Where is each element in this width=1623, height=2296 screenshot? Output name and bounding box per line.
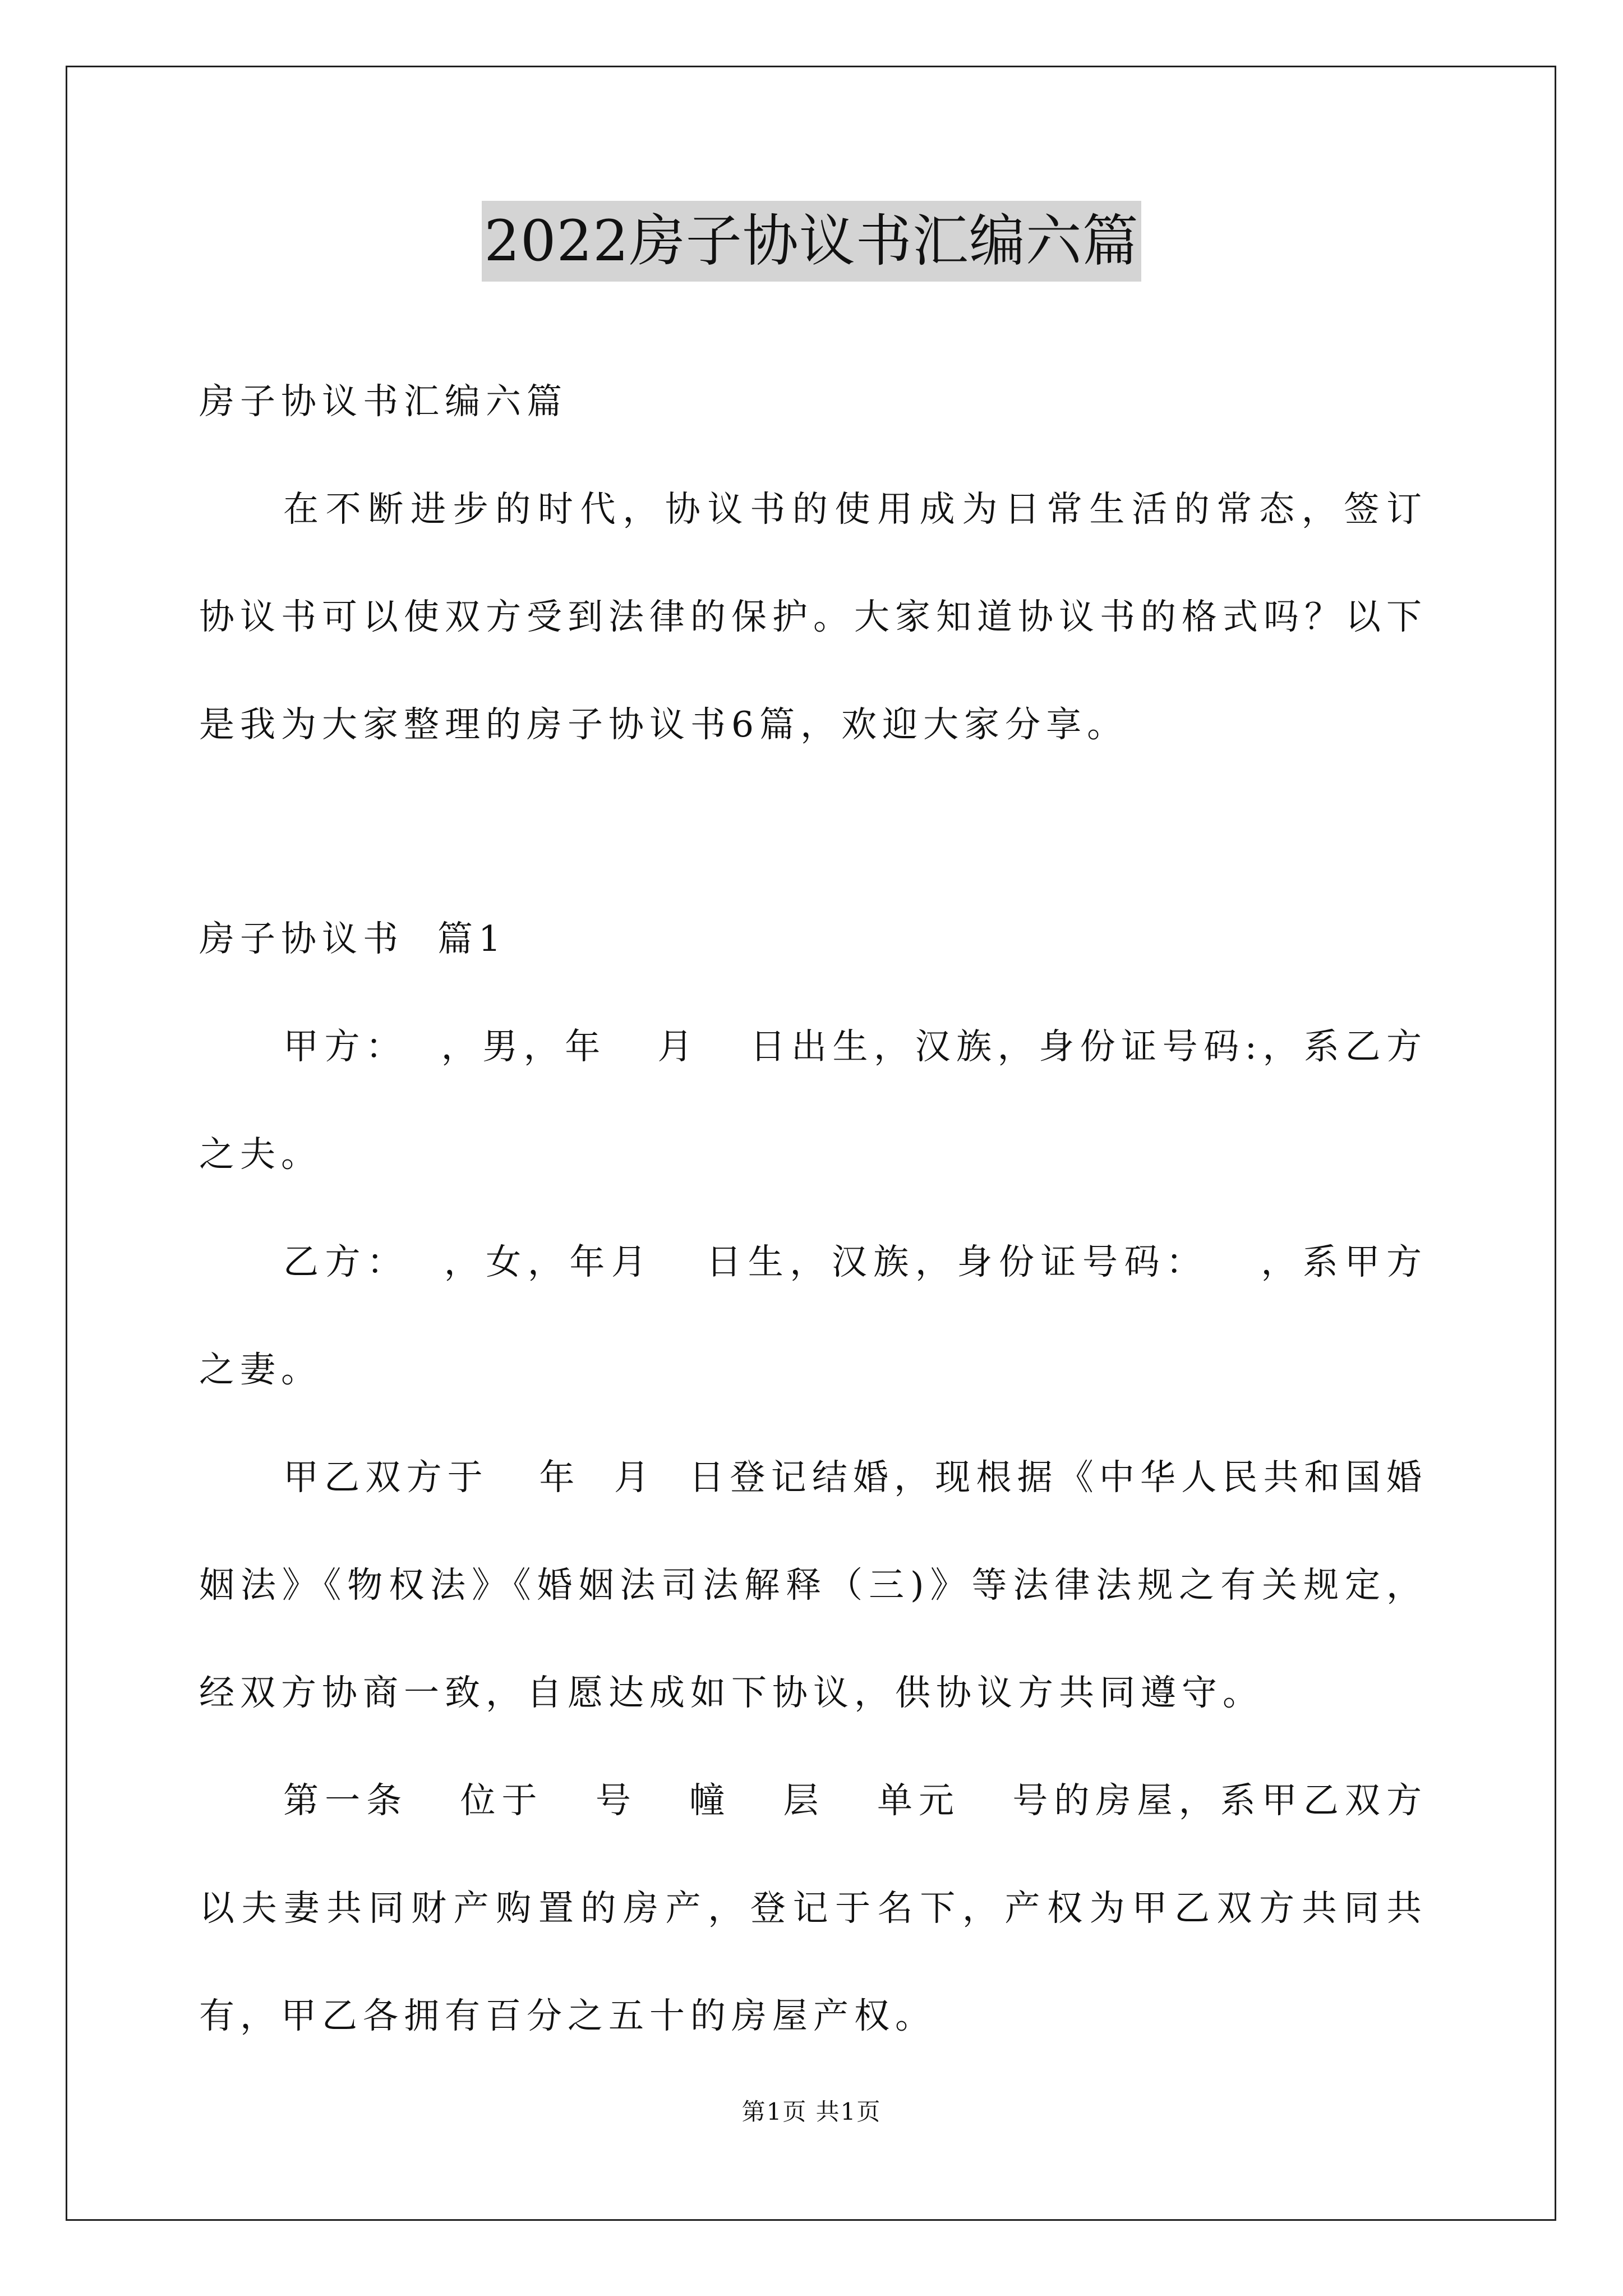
document-body	[199, 348, 1478, 2070]
section-spacer	[199, 779, 1427, 885]
intro-paragraph: 在不断进步的时代，协议书的使用成为日常生活的常态，签订协议书可以使双方受到法律的保护。大家知道协议书的格式吗？以下是我为大家整理的房子协议书6篇，欢迎大家分享。	[199, 489, 1427, 745]
marriage-paragraph: 甲乙双方于 年 月 日登记结婚，现根据《中华人民共和国婚姻法》《物权法》《婚姻法司法解释（三)》等法律法规之有关规定，经双方协商一致，自愿达成如下协议，供协议方共同遵守。	[199, 1457, 1427, 1713]
document-subtitle: 房子协议书汇编六篇	[199, 381, 568, 422]
page-footer: 第1页 共1页	[741, 2098, 882, 2125]
party-b-paragraph: 乙方： ，女，年月 日生，汉族，身份证号码： ，系甲方 之妻。	[199, 1241, 1478, 1390]
title-area	[0, 201, 1623, 282]
article-one-paragraph: 第一条 位于 号 幢 层 单元 号的房屋，系甲乙双方以夫妻共同财产购置的房产，登记于名下，产权为甲乙双方共同共有，甲乙各拥有百分之五十的房屋产权。	[199, 1780, 1427, 2036]
section-heading: 房子协议书 篇1	[199, 918, 507, 959]
document-title: 2022房子协议书汇编六篇	[482, 201, 1141, 282]
party-a-paragraph: 甲方： ，男，年 月 日出生，汉族，身份证号码:，系乙方之夫。	[199, 1026, 1427, 1175]
